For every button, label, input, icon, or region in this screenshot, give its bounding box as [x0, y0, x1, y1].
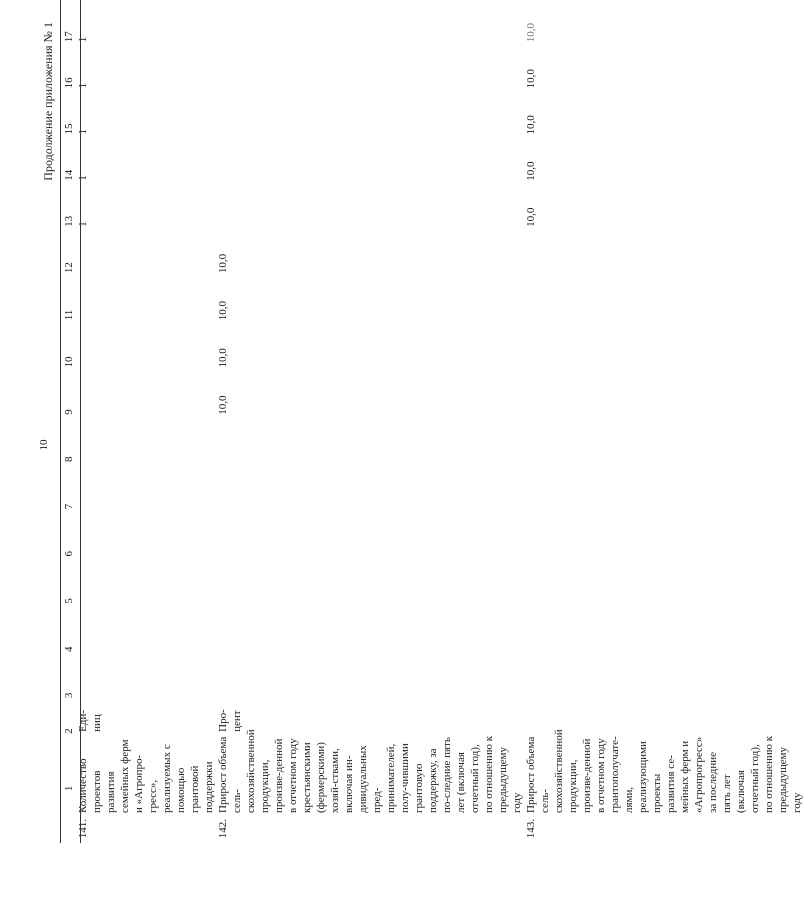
data-table: [60, 0, 804, 843]
value-cell-12: [524, 227, 804, 273]
col-header-8: 8: [63, 456, 75, 462]
unit-cell: Про-цент: [217, 709, 243, 732]
value-cell-4: [524, 604, 804, 652]
row-number: 141.: [77, 819, 89, 839]
value-cell-6: [216, 509, 524, 556]
value-cell-10: [524, 320, 804, 367]
value-cell-6: [524, 509, 804, 556]
value-cell-5: [216, 556, 524, 603]
value-cell-9: [524, 368, 804, 415]
value-cell-7: [76, 462, 216, 509]
table-row: [524, 0, 804, 843]
table-row: [76, 0, 216, 843]
row-number: 143.: [525, 819, 537, 839]
value-cell-13: 10,0: [525, 207, 537, 227]
value-cell-16: [216, 42, 524, 88]
col-header-14: 14: [63, 169, 75, 181]
value-cell-15: [216, 88, 524, 134]
col-header-7: 7: [63, 503, 75, 510]
col-header-3: 3: [63, 692, 75, 699]
value-cell-4: [76, 604, 216, 652]
page-number: 10: [38, 439, 50, 451]
value-cell-8: [216, 415, 524, 462]
value-cell-10: [76, 320, 216, 367]
unit-cell: Еди-ниц: [77, 709, 103, 732]
indicator-name: Количество проектов развития семейных ферм и «Агропро-гресс», реализуемых с помощью грантовой поддержки: [77, 739, 215, 813]
value-cell-15: 10,0: [525, 115, 537, 135]
unit-cell: [524, 698, 804, 734]
value-cell-16: 10,0: [525, 69, 537, 89]
value-cell-6: [76, 509, 216, 556]
value-cell-11: 10,0: [217, 301, 229, 321]
value-cell-7: [216, 462, 524, 509]
value-cell-14: 10,0: [525, 161, 537, 181]
value-cell-11: [76, 273, 216, 320]
value-cell-8: [524, 415, 804, 462]
value-cell-5: [524, 556, 804, 603]
value-cell-14: [216, 135, 524, 181]
col-header-13: 13: [63, 215, 75, 227]
continuation-caption: Продолжение приложения № 1: [41, 22, 55, 181]
value-cell-3: [76, 652, 216, 698]
value-cell-9: [76, 368, 216, 415]
col-header-10: 10: [63, 356, 75, 368]
value-cell-13: 1: [77, 221, 89, 227]
value-cell-3: [524, 652, 804, 698]
col-header-2: 2: [63, 728, 75, 734]
col-header-6: 6: [63, 550, 75, 557]
value-cell-5: [76, 556, 216, 603]
value-cell-7: [524, 462, 804, 509]
col-header-5: 5: [63, 598, 75, 604]
col-header-17: 17: [63, 31, 75, 43]
value-cell-12: 10,0: [217, 253, 229, 274]
row-143-label: [524, 729, 804, 843]
value-cell-8: [76, 415, 216, 462]
value-cell-9: 10,0: [217, 395, 229, 415]
col-header-11: 11: [63, 309, 75, 321]
value-cell-4: [216, 604, 524, 652]
value-cell-3: [216, 652, 524, 698]
value-cell-10: 10,0: [217, 348, 229, 368]
value-cell-16: 1: [77, 82, 89, 89]
row-number: 142.: [217, 819, 229, 839]
value-cell-17: 10,0: [525, 22, 537, 43]
col-header-16: 16: [63, 77, 75, 89]
value-cell-14: 1: [77, 175, 89, 181]
header-row: [60, 0, 76, 843]
value-cell-17: 1: [77, 36, 89, 43]
value-cell-15: 1: [77, 129, 89, 135]
col-header-9: 9: [63, 409, 75, 415]
col-header-12: 12: [63, 262, 75, 274]
col-header-1: 1: [63, 785, 75, 792]
row-142-label: [216, 729, 524, 843]
col-header-4: 4: [63, 646, 75, 652]
value-cell-13: [216, 181, 524, 227]
indicator-name: Прирост объема сель-скохозяйственной продукции, произве-денной в отчетном году грантополучате-лями, реализующими проекты развития се-мейных ферм и «Агропрогресс» за последние пять лет (включая отчетный год), по отношению к предыдущему году: [525, 729, 803, 813]
value-cell-12: [76, 227, 216, 273]
row-141-label: [76, 734, 216, 843]
value-cell-17: [216, 0, 524, 42]
indicator-name: Прирост объема сель-скохозяйственной продукции, произве-денной в отчетном году крестьянскими (фермерскими) хозяй-ствами, включая ин-дивидуальных пред-принимателей, полу-чившими грантовую поддержку, за по-следние пять лет (включая отчетный год), по отношению к предыдущему году: [217, 729, 523, 813]
value-cell-11: [524, 273, 804, 320]
col-header-15: 15: [63, 123, 75, 135]
header-bottom-rule: [80, 0, 81, 843]
table-row: [216, 0, 524, 843]
